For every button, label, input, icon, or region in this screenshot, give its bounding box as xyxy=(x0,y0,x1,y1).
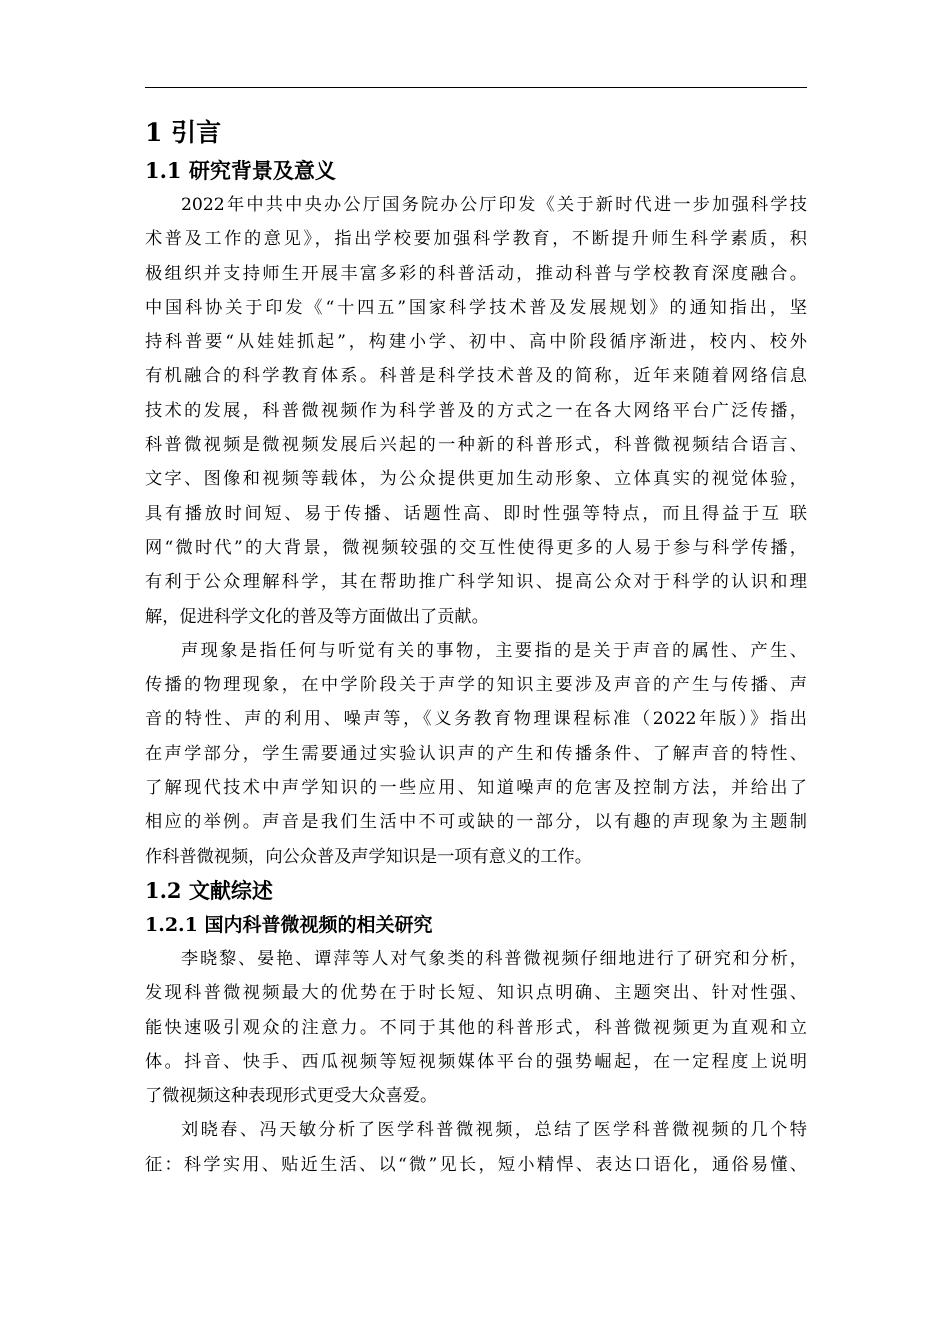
heading-domestic-research: 1.2.1 国内科普微视频的相关研究 xyxy=(145,913,433,936)
text-line: 传播的物理现象，在中学阶段关于声学的知识主要涉及声音的产生与传播、声 xyxy=(145,675,807,696)
text-line: 能快速吸引观众的注意力。不同于其他的科普形式，科普微视频更为直观和立 xyxy=(145,1017,807,1038)
text-line: 征：科学实用、贴近生活、以“微”见长，短小精悍、表达口语化，通俗易懂、 xyxy=(145,1154,807,1175)
text-line: 持科普要“从娃娃抓起”，构建小学、初中、高中阶段循序渐进，校内、校外 xyxy=(145,332,807,353)
text-line: 有机融合的科学教育体系。科普是科学技术普及的简称，近年来随着网络信息 xyxy=(145,366,807,387)
text-line: 体。抖音、快手、西瓜视频等短视频媒体平台的强势崛起，在一定程度上说明 xyxy=(145,1051,807,1072)
text-line: 极组织并支持师生开展丰富多彩的科普活动，推动科普与学校教育深度融合。 xyxy=(145,263,807,284)
paragraph xyxy=(145,634,807,874)
text-line: 发现科普微视频最大的优势在于时长短、知识点明确、主题突出、针对性强、 xyxy=(145,983,807,1004)
text-line: 文字、图像和视频等载体，为公众提供更加生动形象、立体真实的视觉体验， xyxy=(145,469,807,490)
header-rule xyxy=(145,87,807,88)
text-line: 科普微视频是微视频发展后兴起的一种新的科普形式，科普微视频结合语言、 xyxy=(145,435,807,456)
text-line: 相应的举例。声音是我们生活中不可或缺的一部分，以有趣的声现象为主题制 xyxy=(145,812,807,833)
text-line: 2022年中共中央办公厅国务院办公厅印发《关于新时代进一步加强科学技 xyxy=(181,195,807,215)
paragraph xyxy=(145,942,807,1113)
text-line: 李晓黎、晏艳、谭萍等人对气象类的科普微视频仔细地进行了研究和分析， xyxy=(181,948,807,969)
text-line: 解，促进科学文化的普及等方面做出了贡献。 xyxy=(145,606,489,627)
text-line: 声现象是指任何与听觉有关的事物，主要指的是关于声音的属性、产生、 xyxy=(181,640,807,661)
text-line: 具有播放时间短、易于传播、话题性高、即时性强等特点，而且得益于互 联 xyxy=(145,503,807,524)
paragraph xyxy=(145,1113,807,1182)
text-line: 术普及工作的意见》，指出学校要加强科学教育，不断提升师生科学素质，积 xyxy=(145,229,807,250)
text-line: 了微视频这种表现形式更受大众喜爱。 xyxy=(145,1086,438,1107)
text-line: 技术的发展，科普微视频作为科学普及的方式之一在各大网络平台广泛传播， xyxy=(145,400,807,421)
paper-page xyxy=(145,112,807,1182)
heading-introduction: 1 引言 xyxy=(145,118,222,147)
text-line: 音的特性、声的利用、噪声等，《义务教育物理课程标准（2022年版）》指出 xyxy=(145,709,807,730)
heading-research-background: 1.1 研究背景及意义 xyxy=(145,158,336,183)
text-line: 有利于公众理解科学，其在帮助推广科学知识、提高公众对于科学的认识和理 xyxy=(145,572,807,593)
text-line: 在声学部分，学生需要通过实验认识声的产生和传播条件、了解声音的特性、 xyxy=(145,743,807,764)
text-line: 中国科协关于印发《“十四五”国家科学技术普及发展规划》的通知指出，坚 xyxy=(145,297,807,318)
text-line: 网“微时代”的大背景，微视频较强的交互性使得更多的人易于参与科学传播， xyxy=(145,537,807,558)
text-line: 刘晓春、冯天敏分析了医学科普微视频，总结了医学科普微视频的几个特 xyxy=(181,1120,807,1141)
text-line: 作科普微视频，向公众普及声学知识是一项有意义的工作。 xyxy=(145,846,592,867)
heading-literature-review: 1.2 文献综述 xyxy=(145,877,273,903)
text-line: 了解现代技术中声学知识的一些应用、知道噪声的危害及控制方法，并给出了 xyxy=(145,778,807,799)
paragraph xyxy=(145,188,807,634)
